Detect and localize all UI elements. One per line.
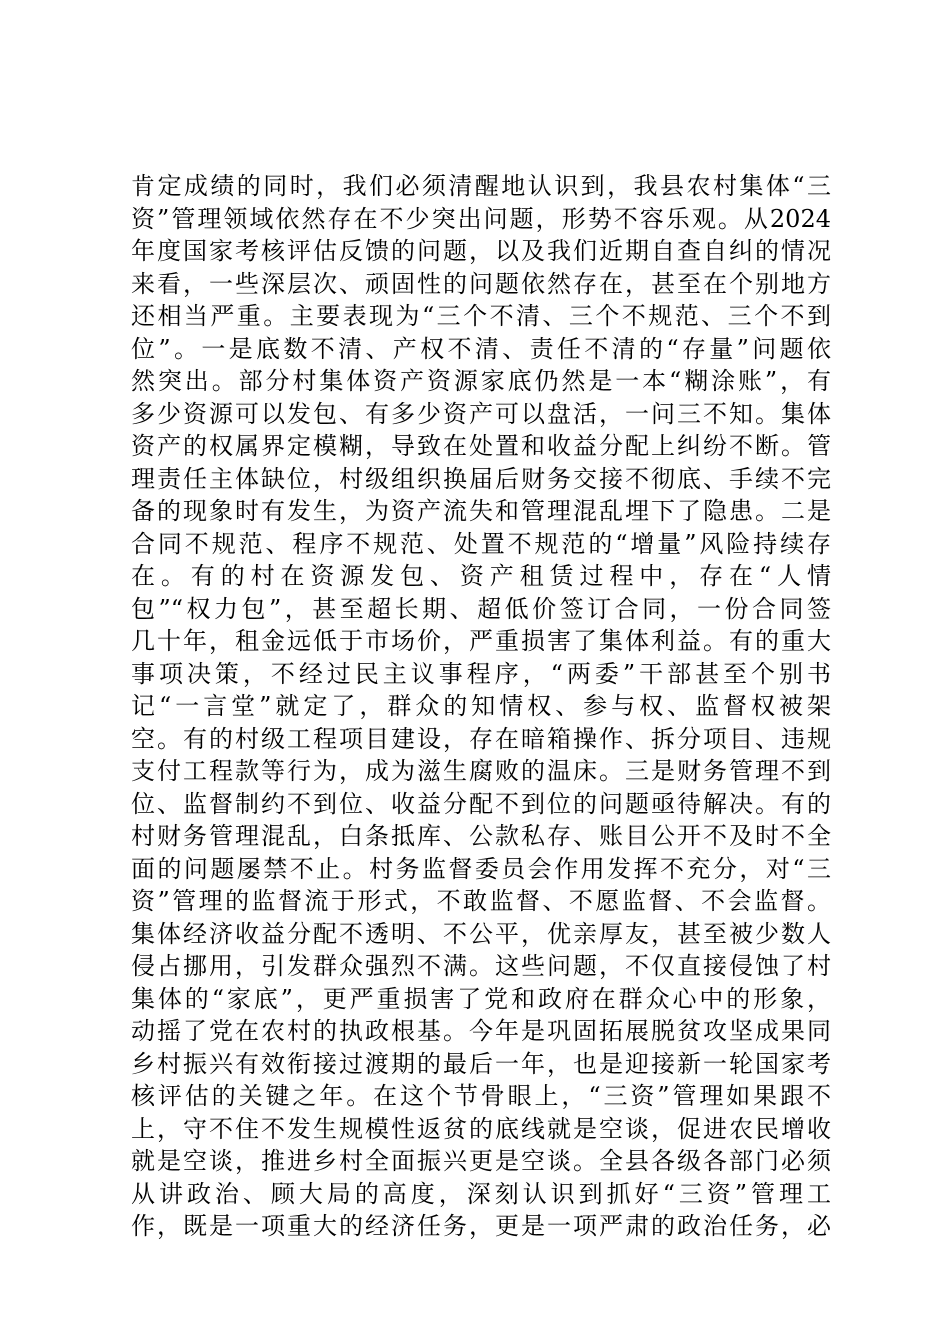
text-line: 位”。一是底数不清、产权不清、责任不清的“存量”问题依 [131, 334, 831, 363]
text-line: 资”管理领域依然存在不少突出问题，形势不容乐观。从2024 [131, 204, 831, 233]
text-line: 支付工程款等行为，成为滋生腐败的温床。三是财务管理不到 [131, 757, 831, 785]
text-line: 理责任主体缺位，村级组织换届后财务交接不彻底、手续不完 [131, 464, 831, 493]
text-line: 村财务管理混乱，白条抵库、公款私存、账目公开不及时不全 [131, 822, 831, 850]
text-line: 集体经济收益分配不透明、不公平，优亲厚友，甚至被少数人 [131, 919, 831, 948]
text-line: 几十年，租金远低于市场价，严重损害了集体利益。有的重大 [131, 627, 831, 655]
text-line: 乡村振兴有效衔接过渡期的最后一年，也是迎接新一轮国家考 [131, 1049, 831, 1078]
body-paragraph [131, 170, 831, 1243]
text-line: 来看，一些深层次、顽固性的问题依然存在，甚至在个别地方 [131, 269, 831, 298]
text-line: 在。有的村在资源发包、资产租赁过程中，存在“人情 [131, 562, 831, 590]
text-line: 备的现象时有发生，为资产流失和管理混乱埋下了隐患。二是 [131, 497, 831, 525]
text-line: 从讲政治、顾大局的高度，深刻认识到抓好“三资”管理工 [131, 1179, 831, 1208]
text-line: 上，守不住不发生规模性返贫的底线就是空谈，促进农民增收 [131, 1114, 831, 1143]
text-line: 还相当严重。主要表现为“三个不清、三个不规范、三个不到 [131, 302, 831, 330]
text-line: 空。有的村级工程项目建设，存在暗箱操作、拆分项目、违规 [131, 724, 831, 753]
text-line: 肯定成绩的同时，我们必须清醒地认识到，我县农村集体“三 [131, 172, 831, 200]
text-line: 面的问题屡禁不止。村务监督委员会作用发挥不充分，对“三 [131, 854, 831, 883]
text-line: 事项决策，不经过民主议事程序，“两委”干部甚至个别书 [131, 659, 831, 688]
text-line: 合同不规范、程序不规范、处置不规范的“增量”风险持续存 [131, 529, 831, 558]
text-line: 就是空谈，推进乡村全面振兴更是空谈。全县各级各部门必须 [131, 1147, 831, 1175]
text-line: 位、监督制约不到位、收益分配不到位的问题亟待解决。有的 [131, 789, 831, 818]
text-line: 记“一言堂”就定了，群众的知情权、参与权、监督权被架 [131, 692, 831, 720]
text-line: 侵占挪用，引发群众强烈不满。这些问题，不仅直接侵蚀了村 [131, 952, 831, 980]
text-line: 多少资源可以发包、有多少资产可以盘活，一问三不知。集体 [131, 399, 831, 428]
text-line: 核评估的关键之年。在这个节骨眼上，“三资”管理如果跟不 [131, 1082, 831, 1110]
text-line: 年度国家考核评估反馈的问题，以及我们近期自查自纠的情况 [131, 237, 831, 265]
text-line: 资产的权属界定模糊，导致在处置和收益分配上纠纷不断。管 [131, 432, 831, 460]
text-line: 集体的“家底”，更严重损害了党和政府在群众心中的形象， [131, 984, 831, 1013]
text-line: 然突出。部分村集体资产资源家底仍然是一本“糊涂账”，有 [131, 367, 831, 395]
text-line: 包”“权力包”，甚至超长期、超低价签订合同，一份合同签 [131, 594, 831, 623]
text-line: 作，既是一项重大的经济任务，更是一项严肃的政治任务，必 [131, 1212, 831, 1240]
text-line: 动摇了党在农村的执政根基。今年是巩固拓展脱贫攻坚成果同 [131, 1017, 831, 1045]
text-line: 资”管理的监督流于形式，不敢监督、不愿监督、不会监督。 [131, 887, 831, 915]
